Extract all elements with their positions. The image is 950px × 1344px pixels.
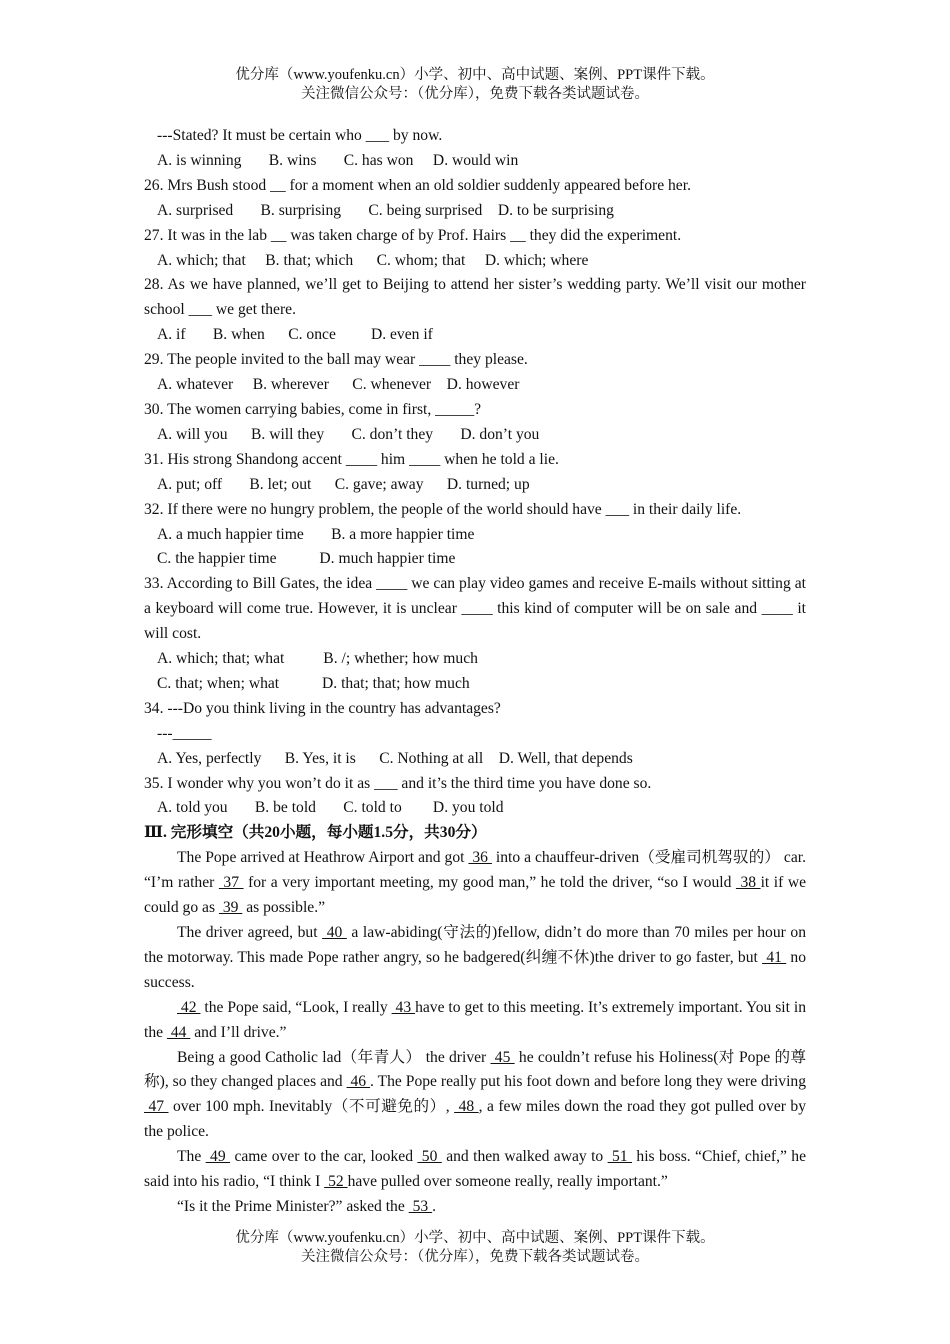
cloze-text: and I’ll drive.” [190, 1023, 287, 1041]
blank-38: 38 [735, 874, 761, 892]
cloze-section-title: Ⅲ. 完形填空（共20小题，每小题1.5分，共30分） [144, 824, 487, 842]
footer-line-1: 优分库（www.youfenku.cn）小学、初中、高中试题、案例、PPT课件下载。 [235, 1230, 715, 1246]
cloze-text: The driver agreed, but [177, 924, 323, 941]
cloze-text: The Pope arrived at Heathrow Airport and got [177, 849, 469, 867]
q34-reply: ---_____ [157, 724, 212, 742]
blank-48: 48 [454, 1098, 479, 1116]
header-line-2: 关注微信公众号：（优分库），免费下载各类试题试卷。 [301, 86, 649, 102]
cloze-paragraph-1 [144, 846, 806, 921]
cloze-text: The [177, 1148, 206, 1166]
q28-options: A. if B. when C. once D. even if [157, 326, 433, 344]
cloze-text: as possible.” [242, 899, 326, 917]
q29-stem: 29. The people invited to the ball may wear ____ they please. [144, 351, 528, 369]
blank-53: 53 [408, 1197, 433, 1215]
q31-stem: 31. His strong Shandong accent ____ him ____ when he told a lie. [144, 450, 559, 468]
blank-47: 47 [144, 1098, 169, 1116]
cloze-text: have pulled over someone really, really important.” [347, 1173, 668, 1191]
cloze-paragraph-6 [144, 1195, 806, 1220]
q32-options-1: A. a much happier time B. a more happier time [157, 525, 475, 543]
cloze-text: have to get to this meeting. It’s extremely important. You sit in the [144, 998, 807, 1041]
q27-options: A. which; that B. that; which C. whom; that D. which; where [157, 251, 589, 269]
exam-content [144, 124, 806, 1220]
blank-44: 44 [166, 1023, 191, 1041]
blank-39: 39 [218, 899, 243, 917]
q33-options-2: C. that; when; what D. that; that; how much [157, 674, 470, 692]
q30-options: A. will you B. will they C. don’t they D. don’t you [157, 425, 540, 443]
blank-45: 45 [490, 1048, 515, 1066]
q31-options: A. put; off B. let; out C. gave; away D. turned; up [157, 475, 530, 493]
cloze-text: . [432, 1197, 436, 1215]
q33-options-1: A. which; that; what B. /; whether; how much [157, 650, 478, 668]
q30-stem: 30. The women carrying babies, come in first, _____? [144, 400, 482, 418]
blank-41: 41 [762, 948, 787, 966]
cloze-text: a law-abiding(守法的)fellow, didn’t do more than 70 miles per hour on the motorway. This made Pope rather angry, so he badgered(纠缠不休)the driver to go faster, but [144, 924, 806, 966]
q34-stem: 34. ---Do you think living in the country has advantages? [144, 699, 501, 717]
cloze-text: his boss. “Chief, chief,” he said into his radio, “I think I [144, 1148, 807, 1191]
cloze-text: the Pope said, “Look, I really [200, 998, 392, 1016]
q25-options: A. is winning B. wins C. has won D. would win [157, 151, 519, 169]
blank-37: 37 [218, 874, 244, 892]
q32-options-2: C. the happier time D. much happier time [157, 550, 456, 568]
blank-42: 42 [177, 998, 201, 1016]
cloze-text: he couldn’t refuse his Holiness(对 Pope 的尊称), so they changed places and [144, 1048, 806, 1091]
q29-options: A. whatever B. wherever C. whenever D. however [157, 376, 520, 394]
cloze-text: “Is it the Prime Minister?” asked the [177, 1197, 409, 1215]
blank-50: 50 [417, 1148, 442, 1166]
cloze-text: came over to the car, looked [230, 1148, 418, 1166]
q32-stem: 32. If there were no hungry problem, the people of the world should have ___ in their daily life. [144, 500, 742, 518]
cloze-paragraph-3 [144, 996, 806, 1046]
q26-stem: 26. Mrs Bush stood __ for a moment when an old soldier suddenly appeared before her. [144, 176, 691, 194]
blank-36: 36 [468, 849, 492, 867]
blank-49: 49 [205, 1148, 231, 1166]
cloze-text: for a very important meeting, my good man,” he told the driver, “so I would [243, 874, 736, 892]
cloze-text: no success. [144, 948, 807, 991]
page-header [0, 66, 950, 104]
blank-40: 40 [322, 924, 347, 941]
blank-51: 51 [607, 1148, 633, 1166]
page-footer [0, 1229, 950, 1267]
q35-stem: 35. I wonder why you won’t do it as ___ and it’s the third time you have done so. [144, 774, 652, 792]
cloze-text: and then walked away to [441, 1148, 608, 1166]
footer-line-2: 关注微信公众号：（优分库），免费下载各类试题试卷。 [301, 1249, 649, 1265]
q25-line: ---Stated? It must be certain who ___ by now. [157, 127, 443, 144]
blank-43: 43 [391, 998, 416, 1016]
q28-stem: 28. As we have planned, we’ll get to Beijing to attend her sister’s wedding party. We’ll visit our mother school ___ we get there. [144, 276, 806, 319]
cloze-text: Being a good Catholic lad（年青人） the driver [177, 1048, 491, 1066]
cloze-text: , a few miles down the road they got pulled over by the police. [144, 1098, 807, 1141]
q33-stem: 33. According to Bill Gates, the idea ____ we can play video games and receive E-mails without sitting at a keyboard will come true. However, it is unclear ____ this kind of computer will be on sale and ____ it will cost. [144, 575, 806, 643]
header-line-1: 优分库（www.youfenku.cn）小学、初中、高中试题、案例、PPT课件下载。 [235, 67, 715, 83]
blank-52: 52 [324, 1173, 348, 1191]
blank-46: 46 [346, 1073, 371, 1091]
cloze-text: into a chauffeur-driven（受雇司机驾驭的） car. “I’m rather [144, 849, 807, 892]
cloze-paragraph-5 [144, 1145, 806, 1195]
q34-options: A. Yes, perfectly B. Yes, it is C. Nothing at all D. Well, that depends [157, 749, 633, 767]
q27-stem: 27. It was in the lab __ was taken charge of by Prof. Hairs __ they did the experiment. [144, 226, 682, 244]
cloze-text: it if we could go as [144, 874, 807, 917]
cloze-text: over 100 mph. Inevitably（不可避免的）, [168, 1098, 455, 1116]
cloze-text: . The Pope really put his foot down and before long they were driving [370, 1073, 806, 1091]
q35-options: A. told you B. be told C. told to D. you told [157, 799, 504, 817]
cloze-paragraph-2 [144, 921, 806, 996]
q26-options: A. surprised B. surprising C. being surprised D. to be surprising [157, 201, 614, 219]
cloze-paragraph-4 [144, 1046, 806, 1146]
